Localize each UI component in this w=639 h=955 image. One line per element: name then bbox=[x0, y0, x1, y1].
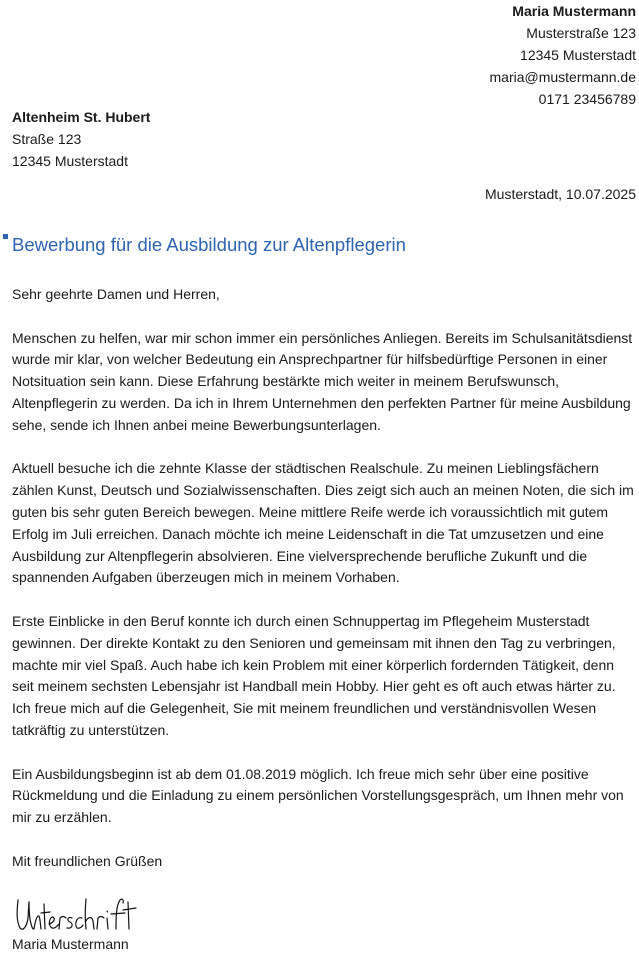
letter-body bbox=[12, 284, 636, 873]
recipient-name: Altenheim St. Hubert bbox=[12, 109, 151, 125]
subject-text: Bewerbung für die Ausbildung zur Altenpflegerin bbox=[12, 234, 406, 255]
body-paragraph: Erste Einblicke in den Beruf konnte ich durch einen Schnuppertag im Pflegeheim Musterstadt gewinnen. Der direkte Kontakt zu den Senioren und gemeinsam mit ihnen den Tag zu verbringen, machte mir viel Spaß. Auch habe ich kein Problem mit einer körperlich fordernden Tätigkeit, denn seit meinem sechsten Lebensjahr ist Handball mein Hobby. Hier geht es oft auch etwas härter zu. Ich freue mich auf die Gelegenheit, Sie mit meinem freundlichen und verständnisvollen Wesen tatkräftig zu unterstützen. bbox=[12, 612, 616, 738]
sender-city: 12345 Musterstadt bbox=[520, 47, 636, 63]
recipient-block bbox=[12, 106, 150, 172]
sender-block bbox=[490, 0, 637, 110]
recipient-street: Straße 123 bbox=[12, 131, 82, 147]
salutation: Sehr geehrte Damen und Herren, bbox=[12, 286, 220, 302]
handwritten-signature bbox=[12, 896, 138, 936]
subject-line bbox=[3, 232, 406, 258]
sender-email: maria@mustermann.de bbox=[489, 69, 636, 85]
signer-name: Maria Mustermann bbox=[12, 936, 129, 952]
closing: Mit freundlichen Grüßen bbox=[12, 852, 163, 869]
sender-name: Maria Mustermann bbox=[512, 3, 636, 19]
body-paragraph: Aktuell besuche ich die zehnte Klasse der städtischen Realschule. Zu meinen Lieblingsfächern zählen Kunst, Deutsch und Sozialwissenschaften. Dies zeigt sich auch an meinen Noten, die sich im guten bis sehr guten Bereich bewegen. Meine mittlere Reife werde ich voraussichtlich mit gutem Erfolg im Juli erreichen. Danach möchte ich meine Leidenschaft in die Tat umzusetzen und eine Ausbildung zur Altenpflegerin absolvieren. Eine vielversprechende berufliche Zukunft und die spannenden Aufgaben überzeugen mich in meinem Vorhaben. bbox=[12, 460, 634, 586]
body-paragraph: Menschen zu helfen, war mir schon immer ein persönliches Anliegen. Bereits im Schulsanitätsdienst wurde mir klar, von welcher Bedeutung ein Ansprechpartner für hilfsbedürftige Personen in einer Notsituation sein kann. Diese Erfahrung bestärkte mich weiter in meinem Berufswunsch, Altenpflegerin zu werden. Da ich in Ihrem Unternehmen den perfekten Partner für meine Ausbildung sehe, sende ich Ihnen anbei meine Bewerbungsunterlagen. bbox=[12, 329, 633, 433]
letter-date: Musterstadt, 10.07.2025 bbox=[485, 186, 636, 202]
subject-marker-icon bbox=[3, 234, 8, 239]
body-paragraph: Ein Ausbildungsbeginn ist ab dem 01.08.2019 möglich. Ich freue mich sehr über eine positive Rückmeldung und die Einladung zu einem persönlichen Vorstellungsgespräch, um Ihnen mehr von mir zu erzählen. bbox=[12, 765, 624, 826]
sender-phone: 0171 23456789 bbox=[538, 91, 636, 107]
sender-street: Musterstraße 123 bbox=[526, 25, 636, 41]
recipient-city: 12345 Musterstadt bbox=[12, 153, 128, 169]
